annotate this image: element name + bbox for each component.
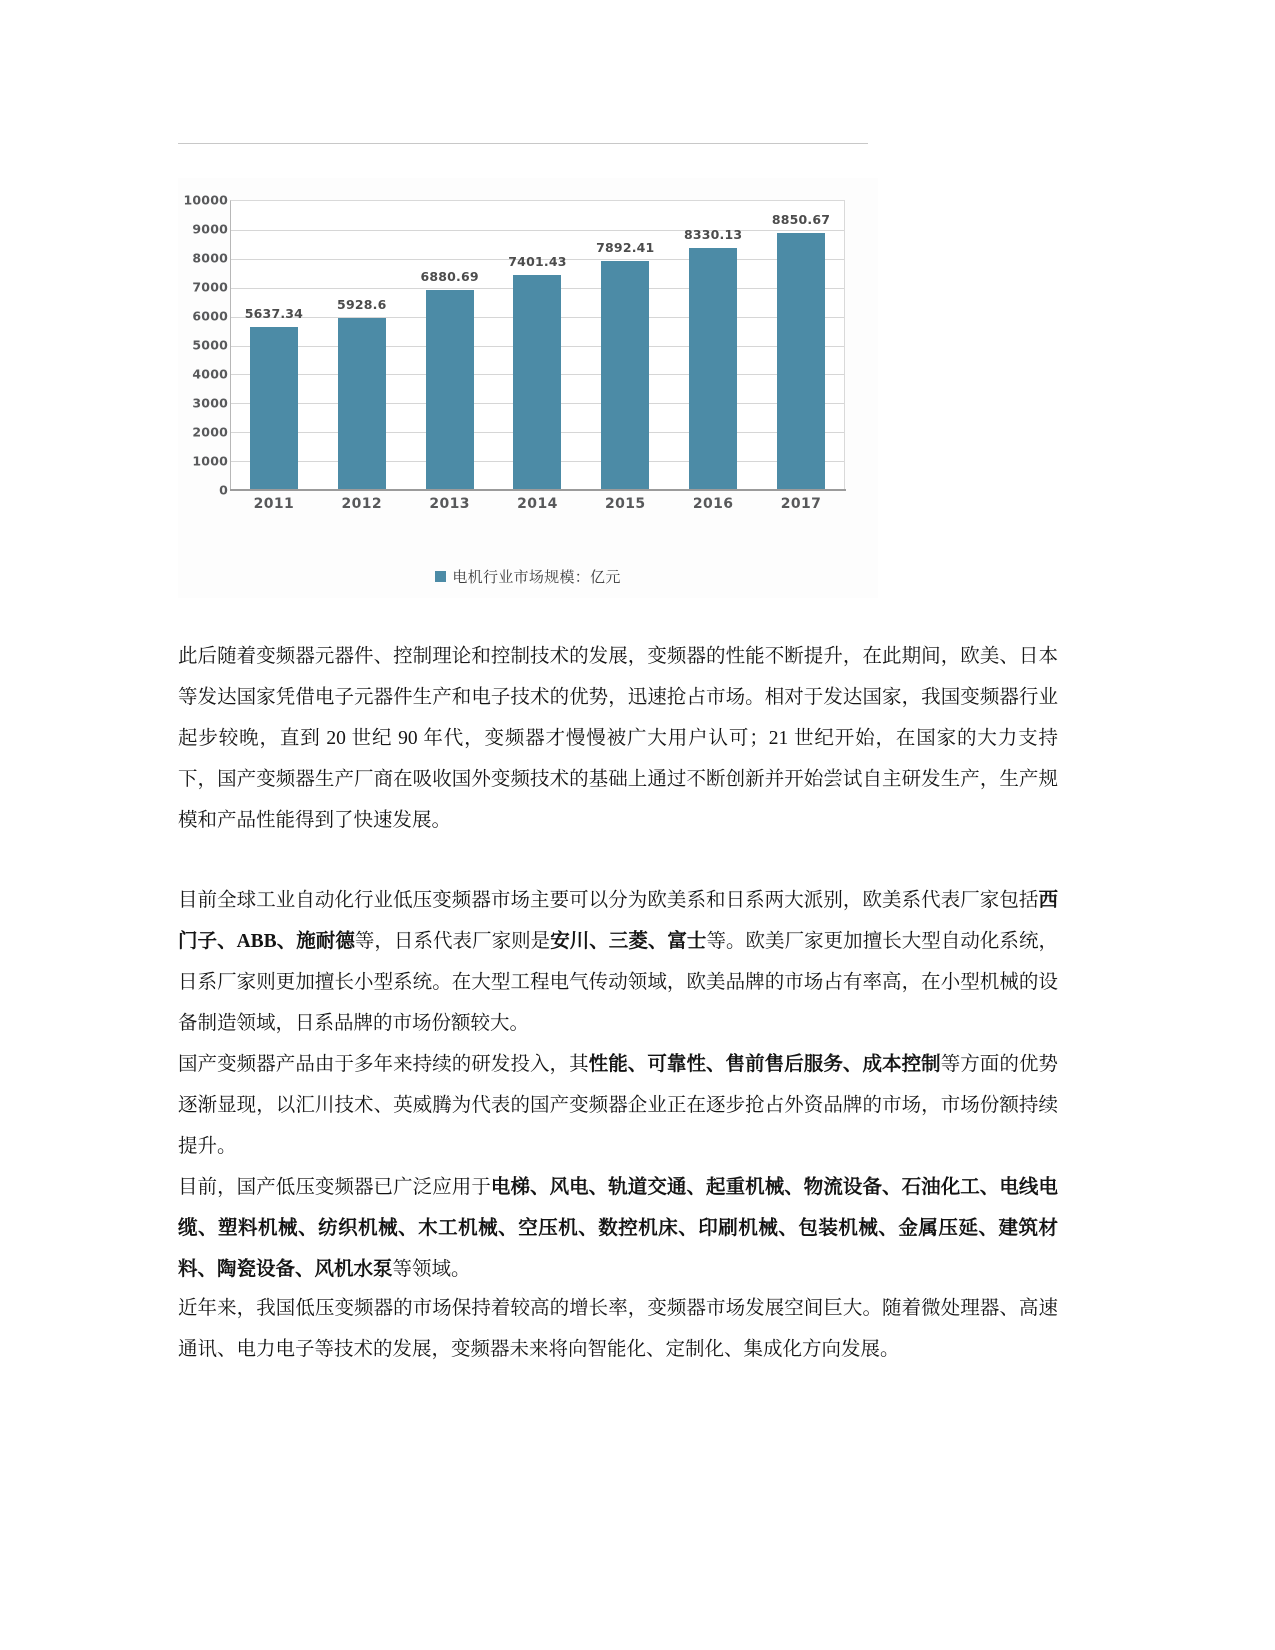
bar-2013	[420, 269, 479, 490]
bar-column	[757, 200, 844, 490]
bar-value-label: 7401.43	[508, 254, 567, 270]
paragraph-5: 近年来，我国低压变频器的市场保持着较高的增长率，变频器市场发展空间巨大。随着微处理器、高速通讯、电力电子等技术的发展，变频器未来将向智能化、定制化、集成化方向发展。	[178, 1298, 1058, 1360]
bar-2016	[683, 227, 743, 490]
chart-legend	[178, 566, 878, 587]
chart-plot-area	[178, 178, 878, 518]
paragraph-1: 此后随着变频器元器件、控制理论和控制技术的发展，变频器的性能不断提升，在此期间，欧美、日本等发达国家凭借电子元器件生产和电子技术的优势，迅速抢占市场。相对于发达国家，我国变频器行业起步较晚，直到 20 世纪 90 年代，变频器才慢慢被广大用户认可；21 世纪开始，在国家的大力支持下，国产变频器生产厂商在吸收国外变频技术的基础上通过不断创新并开始尝试自主研发生产，生产规模和产品性能得到了快速发展。	[178, 646, 1058, 831]
paragraph-3-text-a: 国产变频器产品由于多年来持续的研发投入，其	[178, 1054, 589, 1075]
y-tick-label: 8000	[192, 250, 228, 266]
chart-bars	[230, 200, 845, 490]
x-tick-label: 2011	[253, 496, 295, 512]
paragraph-2-text-c: 等。欧美厂家更加擅长大型自动化系统，日系厂家则更加擅长小型系统。在大型工程电气传动领域，欧美品牌的市场占有率高，在小型机械的设备制造领域，日系品牌的市场份额较大。	[178, 931, 1058, 1034]
legend-color-swatch-icon	[435, 571, 446, 582]
paragraph-4-bold-application-fields: 电梯、风电、轨道交通、起重机械、物流设备、石油化工、电线电缆、塑料机械、纺织机械、木工机械、空压机、数控机床、印刷机械、包装机械、金属压延、建筑材料、陶瓷设备、风机水泵	[178, 1177, 1058, 1280]
paragraph-2-text-a: 目前全球工业自动化行业低压变频器市场主要可以分为欧美系和日系两大派别，欧美系代表厂家包括	[178, 890, 1039, 911]
bar-2017	[771, 212, 831, 490]
y-tick-label: 6000	[192, 308, 228, 324]
bar-chart-figure	[178, 178, 878, 598]
bar-column	[670, 200, 757, 490]
bar-value-label: 8850.67	[771, 212, 831, 228]
bar-value-label: 8330.13	[683, 227, 743, 243]
y-tick-label: 1000	[192, 453, 228, 469]
bar-2012	[337, 297, 387, 490]
y-tick-label: 5000	[192, 337, 228, 353]
paragraph-2-text-b: 等，日系代表厂家则是	[354, 931, 551, 952]
y-axis-tick-labels	[178, 192, 228, 498]
paragraph-section-2	[178, 880, 1058, 1290]
bar-column	[582, 200, 669, 490]
y-tick-label: 9000	[192, 221, 228, 237]
x-tick-label: 2013	[429, 496, 470, 512]
bar-2014	[508, 254, 567, 490]
bar-column	[318, 200, 405, 490]
paragraph-4-text-a: 目前，国产低压变频器已广泛应用于	[178, 1177, 491, 1198]
x-axis-line	[230, 489, 846, 491]
x-tick-label: 2017	[780, 496, 822, 512]
y-tick-label: 3000	[192, 395, 228, 411]
y-tick-label: 7000	[192, 279, 228, 295]
horizontal-rule	[178, 143, 868, 144]
y-tick-label: 2000	[192, 424, 228, 440]
paragraph-4-text-b: 等领域。	[392, 1259, 471, 1280]
bar-value-label: 5928.6	[337, 297, 387, 313]
bar-value-label: 6880.69	[420, 269, 479, 285]
paragraph-section-3	[178, 1288, 1058, 1370]
bar-2011	[244, 305, 304, 490]
bar-column	[230, 200, 317, 490]
paragraph-3-bold-advantages: 性能、可靠性、售前售后服务、成本控制	[588, 1054, 941, 1075]
paragraph-4	[178, 1167, 1058, 1290]
paragraph-2	[178, 880, 1058, 1044]
paragraph-3-text-b: 等方面的优势逐渐显现，以汇川技术、英威腾为代表的国产变频器企业正在逐步抢占外资品牌的市场，市场份额持续提升。	[178, 1054, 1058, 1157]
bar-value-label: 5637.34	[244, 305, 304, 321]
x-tick-label: 2015	[605, 496, 646, 512]
bar-2015	[596, 240, 655, 490]
bar-value-label: 7892.41	[596, 240, 655, 256]
legend-label: 电机行业市场规模：亿元	[452, 568, 621, 586]
paragraph-2-bold-euro-brands: 西门子、ABB、施耐德	[178, 890, 1058, 952]
y-tick-label: 4000	[192, 366, 228, 382]
y-tick-label: 10000	[183, 192, 228, 208]
bar-column	[494, 200, 581, 490]
x-axis-tick-labels	[230, 496, 845, 512]
x-tick-label: 2012	[341, 496, 383, 512]
paragraph-3	[178, 1044, 1058, 1167]
x-tick-label: 2016	[692, 496, 734, 512]
paragraph-section-1	[178, 636, 1058, 841]
y-tick-label: 0	[219, 482, 228, 498]
bar-column	[406, 200, 493, 490]
x-tick-label: 2014	[517, 496, 558, 512]
paragraph-2-bold-japan-brands: 安川、三菱、富士	[550, 931, 707, 952]
